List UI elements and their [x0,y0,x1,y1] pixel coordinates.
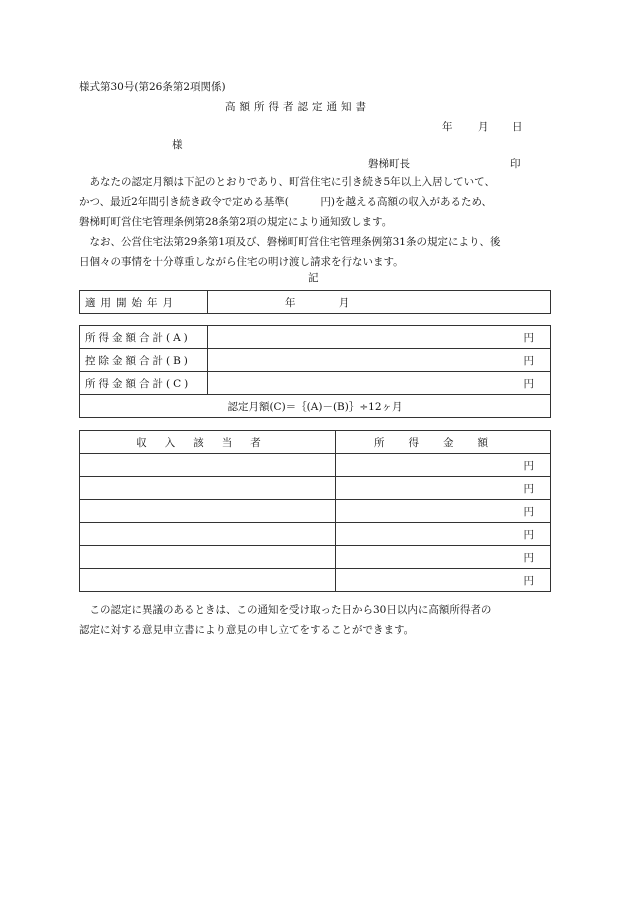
ki-heading: 記 [308,272,319,284]
earner-cell [80,569,336,592]
body-line: なお、公営住宅法第29条第1項及び、磐梯町町営住宅管理条例第31条の規定により、後 [79,236,501,248]
earner-column-header: 収入該当者 [80,431,336,454]
table-row [80,523,551,546]
start-month-label: 適用開始年月 [80,291,208,314]
date-month: 月 [478,121,489,133]
amount-unit: 円 [336,500,551,523]
income-total-a-label: 所得金額合計(A) [80,326,208,349]
date-day: 日 [512,121,523,133]
issuer-name: 磐梯町長 [368,158,410,170]
start-year-unit: 年 [285,296,296,309]
earner-cell [80,477,336,500]
table-row [80,477,551,500]
amount-unit: 円 [336,477,551,500]
income-total-a-unit: 円 [208,326,551,349]
date-year: 年 [442,121,453,133]
deduction-total-b-label: 控除金額合計(B) [80,349,208,372]
body-text [79,172,554,272]
amount-unit: 円 [336,546,551,569]
footer-line: 認定に対する意見申立書により意見の申し立てをすることができます。 [79,624,415,636]
income-total-c-label: 所得金額合計(C) [80,372,208,395]
table-row [80,349,551,372]
body-line: あなたの認定月額は下記のとおりであり、町営住宅に引き続き5年以上入居していて、 [79,176,495,188]
deduction-total-b-unit: 円 [208,349,551,372]
table-row [80,454,551,477]
table-row [80,326,551,349]
addressee-honorific: 様 [172,139,183,151]
start-month-table [79,290,551,314]
income-total-c-unit: 円 [208,372,551,395]
body-line: 磐梯町町営住宅管理条例第28条第2項の規定により通知致します。 [79,216,393,228]
footer-line: この認定に異議のあるときは、この通知を受け取った日から30日以内に高額所得者の [79,604,492,616]
table-row [80,395,551,418]
document-title: 高額所得者認定通知書 [225,101,370,113]
earner-cell [80,546,336,569]
start-month-unit: 月 [338,296,350,309]
body-line: 日個々の事情を十分尊重しながら住宅の明け渡し請求を行ないます。 [79,256,404,268]
earner-cell [80,454,336,477]
earner-cell [80,523,336,546]
earners-table [79,430,551,592]
income-table [79,325,551,418]
body-line: かつ、最近2年間引き続き政令で定める基準( 円)を越える高額の収入があるため、 [79,196,493,208]
amount-unit: 円 [336,569,551,592]
footer-text [79,600,554,640]
income-amount-column-header: 所得金額 [336,431,551,454]
start-month-cell [208,291,551,314]
amount-unit: 円 [336,523,551,546]
earner-cell [80,500,336,523]
seal-mark: 印 [510,158,521,170]
form-number-label: 様式第30号(第26条第2項関係) [79,81,226,93]
amount-unit: 円 [336,454,551,477]
table-row [80,500,551,523]
table-header-row [80,431,551,454]
monthly-formula: 認定月額(C)＝｛(A)－(B)｝÷12ヶ月 [80,395,551,418]
table-row [80,569,551,592]
table-row [80,372,551,395]
table-row [80,546,551,569]
